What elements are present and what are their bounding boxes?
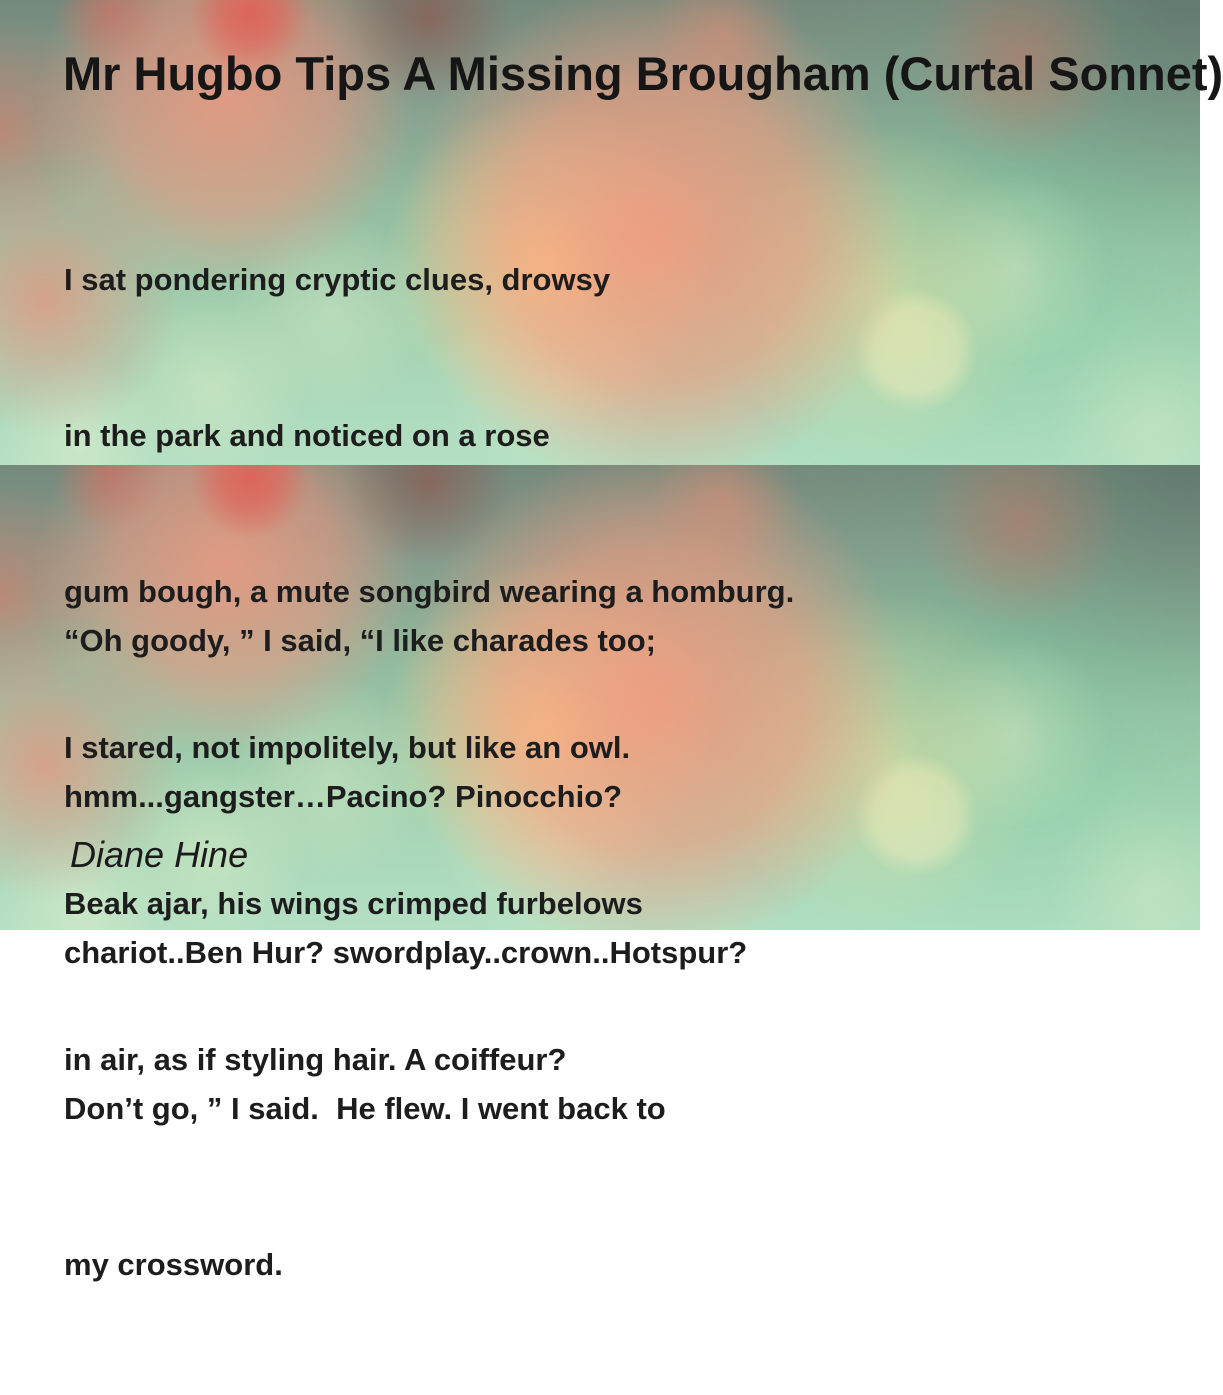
poem-line: in the park and noticed on a rose <box>64 418 550 453</box>
poem-line: my crossword. <box>64 1247 283 1282</box>
stanza-2 <box>64 511 747 1395</box>
poem-title: Mr Hugbo Tips A Missing Brougham (Curtal Sonnet) <box>63 47 1223 100</box>
poem-author: Diane Hine <box>70 834 249 875</box>
poem-line: Beak ajar, his wings crimped furbelows <box>64 886 643 921</box>
poem-line: chariot..Ben Hur? swordplay..crown..Hotspur? <box>64 935 748 970</box>
poem-line: in air, as if styling hair. A coiffeur? <box>64 1042 567 1077</box>
poem-line: I sat pondering cryptic clues, drowsy <box>64 262 611 297</box>
poem-line: I stared, not impolitely, but like an owl. <box>64 730 631 765</box>
poem-line: Don’t go, ” I said. He flew. I went back to <box>64 1091 666 1126</box>
poem-line: gum bough, a mute songbird wearing a homburg. <box>64 574 795 609</box>
poem-line: “Oh goody, ” I said, “I like charades too; <box>64 623 656 658</box>
poem-line: hmm...gangster…Pacino? Pinocchio? <box>64 779 623 814</box>
